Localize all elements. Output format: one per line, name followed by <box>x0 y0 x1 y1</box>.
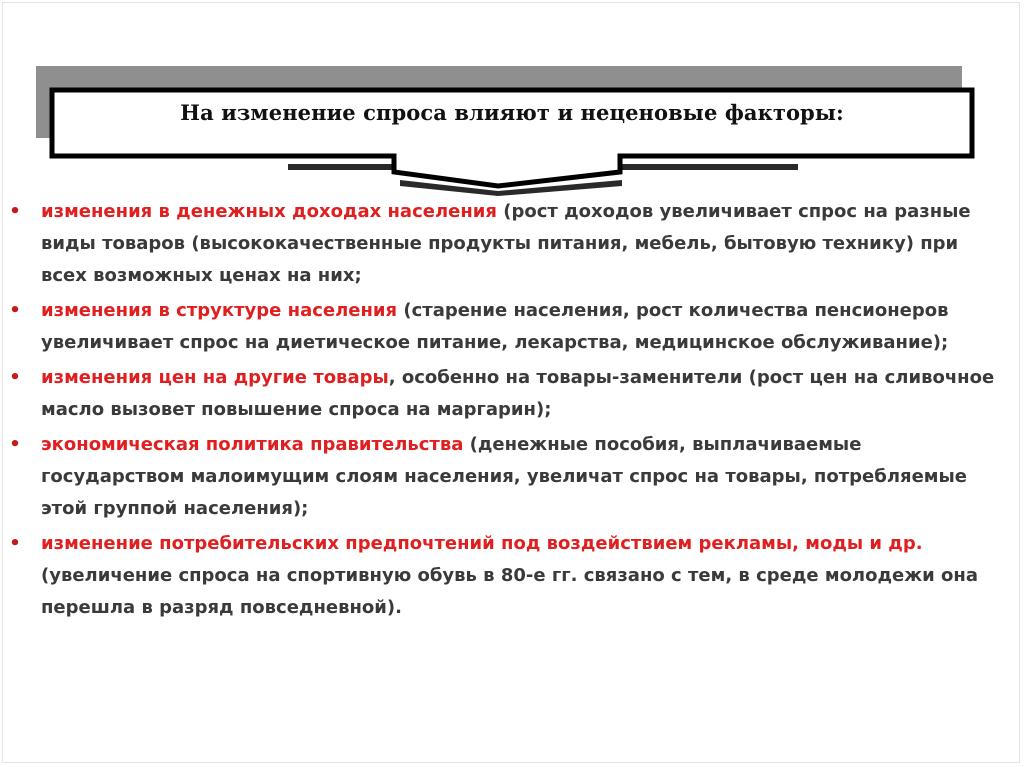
factor-text: , особенно на товары-заменители (рост цен на сливочное масло вызовет повышение спроса на маргарин); <box>41 367 995 420</box>
factors-list <box>8 196 1008 627</box>
bullet-icon: • <box>9 434 21 455</box>
factor-text: (увеличение спроса на спортивную обувь в 80-е гг. связано с тем, в среде молодежи она перешла в разряд повседневной). <box>41 565 978 618</box>
bullet-icon: • <box>9 300 21 321</box>
factor-highlight: изменения цен на другие товары <box>41 367 389 388</box>
banner-title: На изменение спроса влияют и неценовые факторы: <box>180 100 844 125</box>
factor-text: (старение населения, рост количества пенсионеров увеличивает спрос на диетическое питание, лекарства, медицинское обслуживание); <box>41 300 949 353</box>
factor-text: (рост доходов увеличивает спрос на разные виды товаров (высококачественные продукты питания, мебель, бытовую технику) при всех возможных ценах на них; <box>41 201 971 286</box>
factor-highlight: экономическая политика правительства <box>41 434 464 455</box>
bullet-icon: • <box>9 533 21 554</box>
factor-text: (денежные пособия, выплачиваемые государством малоимущим слоям населения, увеличат спрос на товары, потребляемые этой группой населения); <box>41 434 967 519</box>
list-item <box>8 429 1008 525</box>
list-item <box>8 196 1008 292</box>
factor-highlight: изменения в структуре населения <box>41 300 398 321</box>
factor-highlight: изменение потребительских предпочтений под воздействием рекламы, моды и др. <box>41 533 923 554</box>
bullet-icon: • <box>9 367 21 388</box>
factor-highlight: изменения в денежных доходах населения <box>41 201 497 222</box>
list-item <box>8 528 1008 624</box>
list-item <box>8 295 1008 359</box>
bullet-icon: • <box>9 201 21 222</box>
list-item <box>8 362 1008 426</box>
